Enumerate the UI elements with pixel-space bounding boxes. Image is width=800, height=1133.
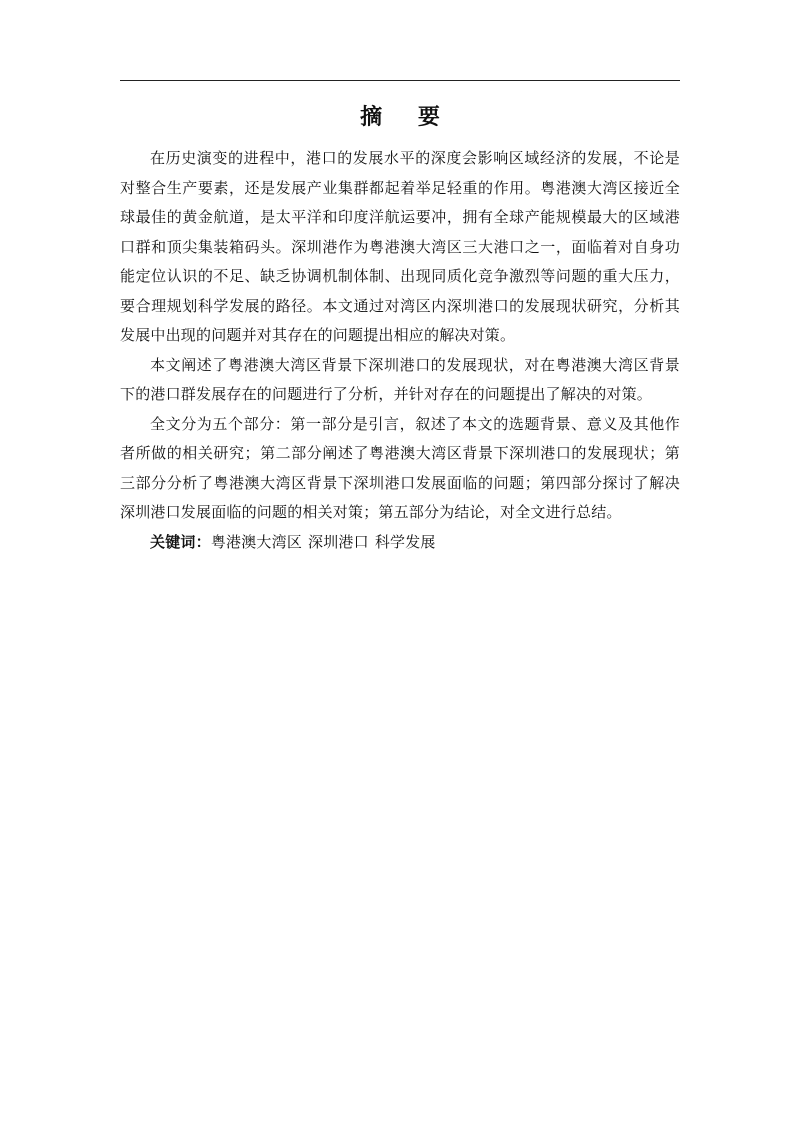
keywords-line [120, 528, 680, 558]
abstract-body [120, 144, 680, 557]
keyword-item: 深圳港口 [308, 532, 369, 551]
keywords-label: 关键词： [150, 532, 211, 551]
keyword-item: 科学发展 [374, 532, 436, 551]
abstract-paragraph-2: 本文阐述了粤港澳大湾区背景下深圳港口的发展现状，对在粤港澳大湾区背景下的港口群发展存在的问题进行了分析，并针对存在的问题提出了解决的对策。 [120, 355, 680, 403]
abstract-title: 摘 要 [360, 105, 454, 130]
header-rule [120, 80, 680, 81]
abstract-paragraph-3: 全文分为五个部分：第一部分是引言，叙述了本文的选题背景、意义及其他作者所做的相关研究；第二部分阐述了粤港澳大湾区背景下深圳港口的发展现状；第三部分分析了粤港澳大湾区背景下深圳港口发展面临的问题；第四部分探讨了解决深圳港口发展面临的问题的相关对策；第五部分为结论，对全文进行总结。 [120, 414, 680, 521]
abstract-paragraph-1: 在历史演变的进程中，港口的发展水平的深度会影响区域经济的发展，不论是对整合生产要素，还是发展产业集群都起着举足轻重的作用。粤港澳大湾区接近全球最佳的黄金航道，是太平洋和印度洋航运要冲，拥有全球产能规模最大的区域港口群和顶尖集装箱码头。深圳港作为粤港澳大湾区三大港口之一，面临着对自身功能定位认识的不足、缺乏协调机制体制、出现同质化竞争激烈等问题的重大压力，要合理规划科学发展的路径。本文通过对湾区内深圳港口的发展现状研究，分析其发展中出现的问题并对其存在的问题提出相应的解决对策。 [120, 149, 680, 344]
keyword-item: 粤港澳大湾区 [210, 532, 303, 551]
